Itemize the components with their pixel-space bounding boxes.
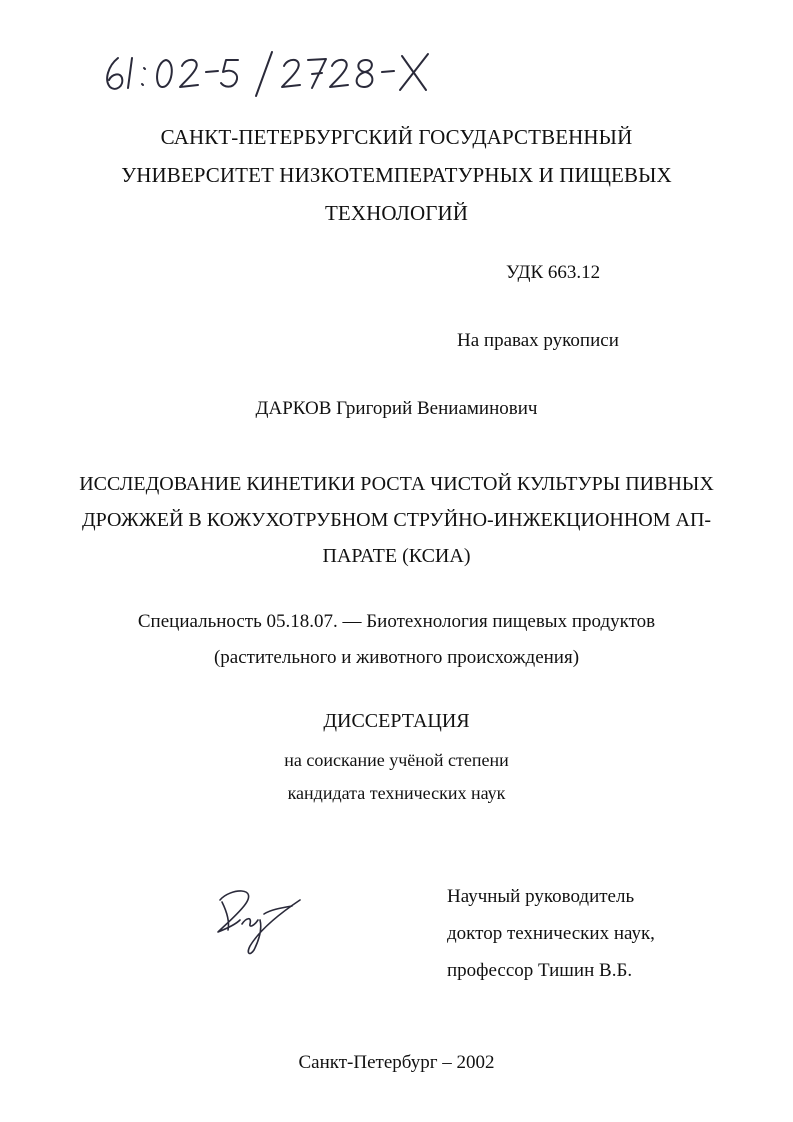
manuscript-rights: На правах рукописи <box>457 330 619 351</box>
title-line: ДРОЖЖЕЙ В КОЖУХОТРУБНОМ СТРУЙНО-ИНЖЕКЦИОННОМ АП- <box>81 509 712 531</box>
dissertation-heading: ДИССЕРТАЦИЯ <box>323 710 470 732</box>
title-line: ПАРАТЕ (КСИА) <box>322 545 471 567</box>
handwritten-archive-code <box>100 40 440 100</box>
degree-description <box>0 744 793 810</box>
place-and-year: Санкт-Петербург – 2002 <box>298 1052 495 1073</box>
university-line: ТЕХНОЛОГИЙ <box>325 201 468 225</box>
specialty-line: (растительного и животного происхождения) <box>213 647 580 668</box>
specialty <box>0 604 793 676</box>
udk-code: УДК 663.12 <box>506 262 601 283</box>
university-line: УНИВЕРСИТЕТ НИЗКОТЕМПЕРАТУРНЫХ И ПИЩЕВЫХ <box>121 163 672 187</box>
dissertation-title <box>0 466 793 574</box>
supervisor-line: доктор технических наук, <box>447 923 655 944</box>
degree-line: кандидата технических наук <box>287 783 506 803</box>
degree-line: на соискание учёной степени <box>284 750 509 770</box>
supervisor-line: Научный руководитель <box>447 886 635 907</box>
university-line: САНКТ-ПЕТЕРБУРГСКИЙ ГОСУДАРСТВЕННЫЙ <box>160 125 633 149</box>
handwritten-signature <box>200 880 310 960</box>
university-name <box>0 118 793 232</box>
author-name: ДАРКОВ Григорий Вениаминович <box>255 398 538 419</box>
specialty-line: Специальность 05.18.07. — Биотехнология пищевых продуктов <box>137 611 656 632</box>
supervisor-info <box>447 878 655 989</box>
supervisor-line: профессор Тишин В.Б. <box>447 960 633 981</box>
title-line: ИССЛЕДОВАНИЕ КИНЕТИКИ РОСТА ЧИСТОЙ КУЛЬТУРЫ ПИВНЫХ <box>79 473 714 495</box>
